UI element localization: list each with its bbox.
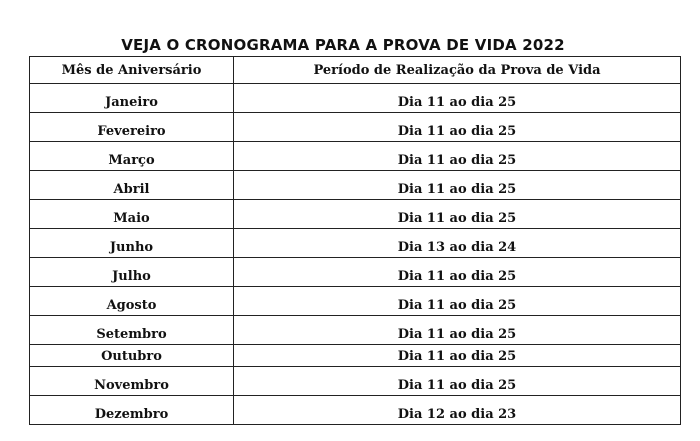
cell-period: Dia 12 ao dia 23: [234, 396, 681, 425]
table-row: [30, 345, 681, 367]
cell-period: Dia 11 ao dia 25: [234, 367, 681, 396]
cell-period: Dia 11 ao dia 25: [234, 142, 681, 171]
cell-period: Dia 11 ao dia 25: [234, 113, 681, 142]
page-title: VEJA O CRONOGRAMA PARA A PROVA DE VIDA 2022: [121, 36, 565, 54]
table-row: [30, 287, 681, 316]
header-month: Mês de Aniversário: [30, 57, 234, 84]
cell-period: Dia 11 ao dia 25: [234, 345, 681, 367]
cell-period: Dia 11 ao dia 25: [234, 316, 681, 345]
cell-month: Fevereiro: [30, 113, 234, 142]
cell-month: Janeiro: [30, 84, 234, 113]
table-header-row: [30, 57, 681, 84]
cell-month: Maio: [30, 200, 234, 229]
table-row: [30, 113, 681, 142]
table-row: [30, 84, 681, 113]
table-row: [30, 229, 681, 258]
cell-month: Dezembro: [30, 396, 234, 425]
cell-period: Dia 11 ao dia 25: [234, 171, 681, 200]
table-row: [30, 171, 681, 200]
table-row: [30, 316, 681, 345]
cell-month: Julho: [30, 258, 234, 287]
cell-month: Agosto: [30, 287, 234, 316]
cell-period: Dia 11 ao dia 25: [234, 287, 681, 316]
cell-month: Junho: [30, 229, 234, 258]
cell-month: Novembro: [30, 367, 234, 396]
table-row: [30, 258, 681, 287]
cell-period: Dia 11 ao dia 25: [234, 258, 681, 287]
table-row: [30, 142, 681, 171]
cell-month: Março: [30, 142, 234, 171]
cell-period: Dia 13 ao dia 24: [234, 229, 681, 258]
schedule-table: [29, 56, 681, 425]
cell-month: Outubro: [30, 345, 234, 367]
cell-month: Setembro: [30, 316, 234, 345]
cell-period: Dia 11 ao dia 25: [234, 84, 681, 113]
table-row: [30, 200, 681, 229]
table-row: [30, 396, 681, 425]
cell-period: Dia 11 ao dia 25: [234, 200, 681, 229]
header-period: Período de Realização da Prova de Vida: [234, 57, 681, 84]
table-row: [30, 367, 681, 396]
cell-month: Abril: [30, 171, 234, 200]
